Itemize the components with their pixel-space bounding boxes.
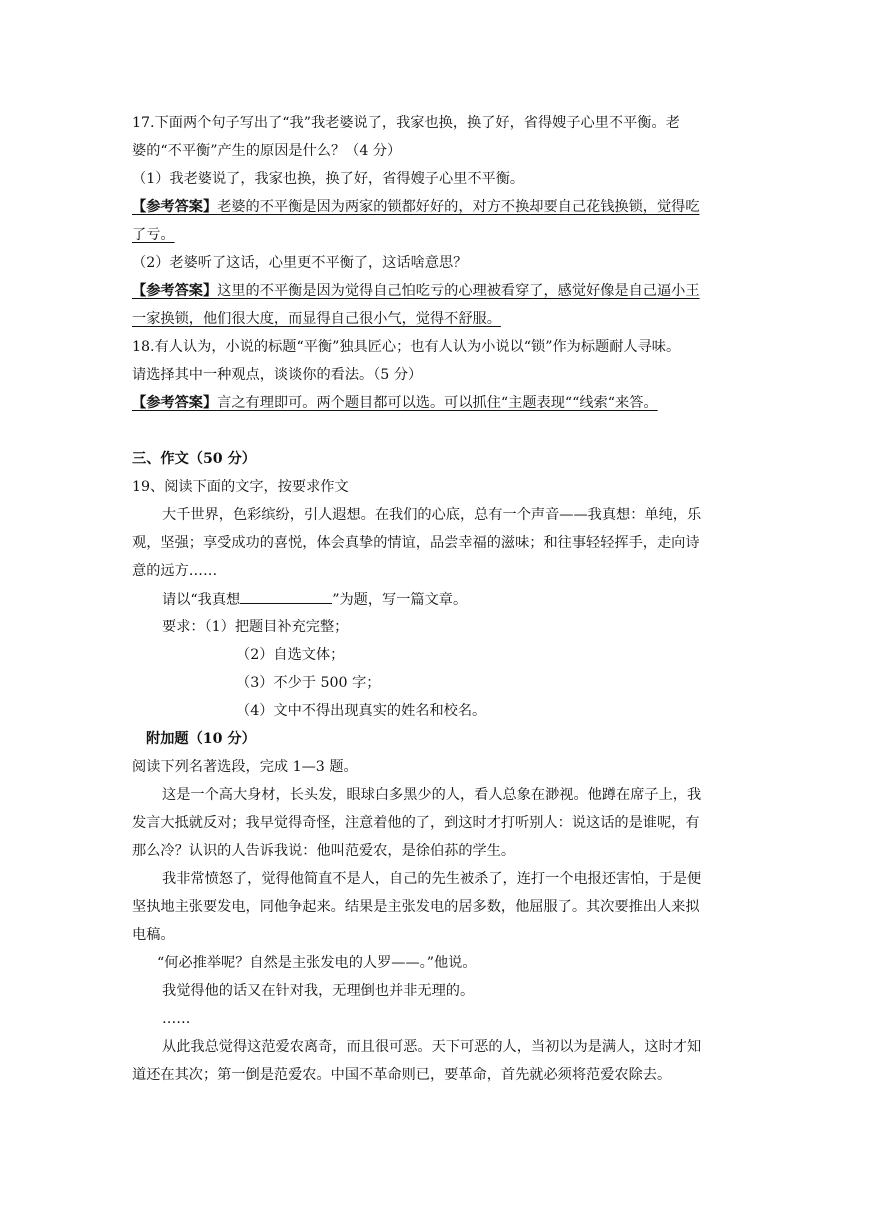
requirement-4: （4）文中不得出现真实的姓名和校名。 [236, 703, 487, 719]
title-blank [240, 589, 332, 604]
essay-title-instruction [162, 589, 772, 610]
title-prefix: 请以“我真想 [162, 592, 241, 608]
excerpt-p5-line-1: 从此我总觉得这范爱农离奇，而且很可恶。天下可恶的人，当初以为是满人，这时才知 [162, 1039, 702, 1055]
answer-tag: 【参考答案】 [132, 395, 218, 411]
q17-answer-2-line-1 [132, 281, 742, 301]
requirement-1: 要求：（1）把题目补充完整； [162, 619, 349, 635]
essay-prompt-line-2: 观，坚强；享受成功的喜悦，体会真挚的情谊，品尝幸福的滋味；和往事轻轻挥手，走向诗 [132, 535, 700, 551]
essay-prompt-line-1: 大千世界，色彩缤纷，引人遐想。在我们的心底，总有一个声音——我真想：单纯，乐 [162, 507, 702, 523]
q18-stem-line-2: 请选择其中一种观点，谈谈你的看法。（5 分） [132, 367, 423, 383]
requirement-3: （3）不少于 500 字； [236, 675, 381, 691]
excerpt-ellipsis: …… [162, 1011, 191, 1027]
essay-prompt-line-3: 意的远方…… [132, 563, 218, 579]
q17-subquestion-1: （1）我老婆说了，我家也换，换了好，省得嫂子心里不平衡。 [132, 171, 525, 187]
q19-stem: 19、阅读下面的文字，按要求作文 [132, 479, 349, 495]
q17-answer-2-line-2: 一家换锁，他们很大度，而显得自己很小气，觉得不舒服。 [132, 311, 501, 327]
excerpt-p2-line-3: 电稿。 [132, 927, 175, 943]
section-3-heading: 三、作文（50 分） [132, 451, 256, 467]
excerpt-p1-line-1: 这是一个高大身材，长头发，眼球白多黑少的人，看人总象在渺视。他蹲在席子上，我 [162, 787, 702, 803]
excerpt-p1-line-2: 发言大抵就反对；我早觉得奇怪，注意着他的了，到这时才打听别人：说这话的是谁呢，有 [132, 815, 700, 831]
extra-question-heading: 附加题（10 分） [146, 731, 256, 747]
q17-stem-line-1: 17.下面两个句子写出了“我”我老婆说了，我家也换，换了好，省得嫂子心里不平衡。老 [132, 115, 680, 131]
q17-subquestion-2: （2）老婆听了这话，心里更不平衡了，这话啥意思？ [132, 255, 468, 271]
q17-answer-1-line-1 [132, 197, 742, 217]
answer-tag: 【参考答案】 [132, 283, 218, 299]
excerpt-p5-line-2: 道还在其次；第一倒是范爱农。中国不革命则已，要革命，首先就必须将范爱农除去。 [132, 1067, 672, 1083]
title-suffix: ”为题，写一篇文章。 [332, 592, 468, 608]
extra-intro: 阅读下列名著选段，完成 1—3 题。 [132, 759, 358, 775]
excerpt-p2-line-2: 坚执地主张要发电，同他争起来。结果是主张发电的居多数，他屈服了。其次要推出人来拟 [132, 899, 700, 915]
excerpt-p2-line-1: 我非常愤怒了，觉得他简直不是人，自己的先生被杀了，连打一个电报还害怕，于是便 [162, 871, 702, 887]
q18-answer [132, 393, 742, 413]
q17-answer-1-line-2: 了亏。 [132, 227, 175, 243]
q17-stem-line-2: 婆的“不平衡”产生的原因是什么？（4 分） [132, 143, 402, 159]
requirement-2: （2）自选文体； [236, 647, 345, 663]
answer-text: 这里的不平衡是因为觉得自己怕吃亏的心理被看穿了，感觉好像是自己逼小王 [217, 283, 700, 299]
excerpt-p1-line-3: 那么冷？认识的人告诉我说：他叫范爱农，是徐伯荪的学生。 [132, 843, 516, 859]
answer-tag: 【参考答案】 [132, 199, 218, 215]
excerpt-p3: “何必推举呢？自然是主张发电的人罗——。”他说。 [157, 955, 477, 971]
answer-text: 言之有理即可。两个题目都可以选。可以抓住“主题表现““线索“来答。 [217, 395, 658, 411]
q18-stem-line-1: 18.有人认为，小说的标题“平衡”独具匠心；也有人认为小说以“锁”作为标题耐人寻味。 [132, 339, 681, 355]
excerpt-p4: 我觉得他的话又在针对我，无理倒也并非无理的。 [162, 983, 475, 999]
answer-text: 老婆的不平衡是因为两家的锁都好好的，对方不换却要自己花钱换锁，觉得吃 [217, 199, 700, 215]
